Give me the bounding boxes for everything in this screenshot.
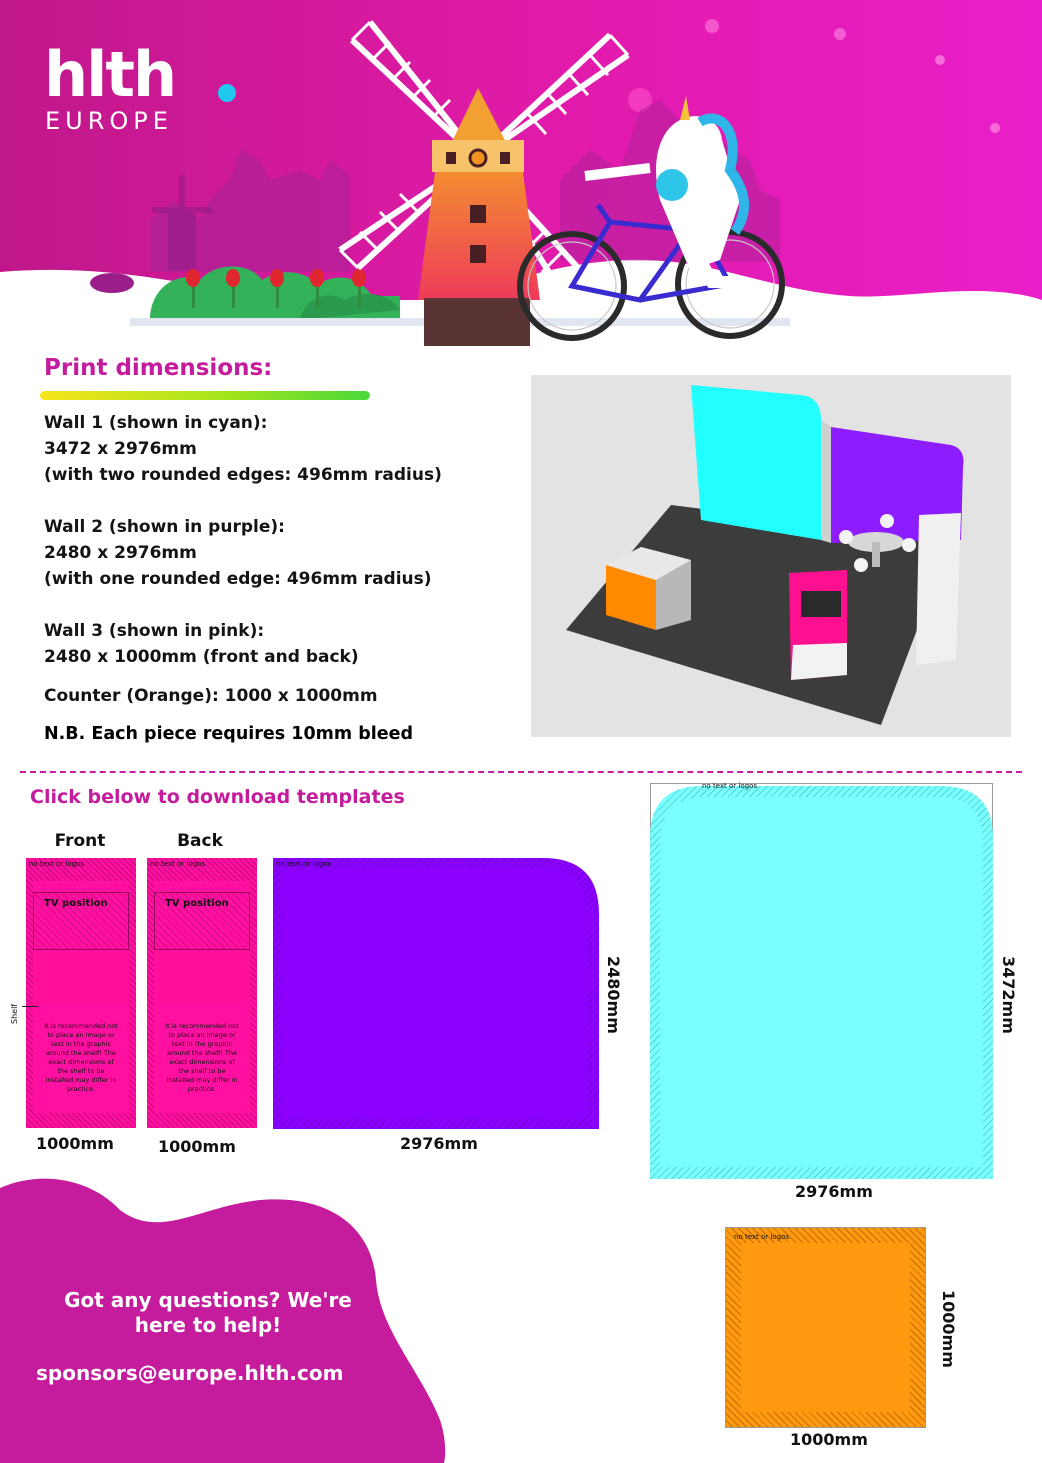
shelf-label: Shelf xyxy=(10,1003,19,1024)
shelf-note: It is recommended not to place an image or text in the graphic around the shelf! The exact dimensions of the shelf to be installed may differ in practice. xyxy=(165,1022,239,1093)
counter-orange-template[interactable] xyxy=(725,1227,926,1428)
footer-question: Got any questions? We're here to help! xyxy=(64,1288,352,1337)
contact-email-link[interactable]: sponsors@europe.hlth.com xyxy=(36,1361,344,1385)
shelf-arrow xyxy=(22,1006,38,1007)
wall3-front-template[interactable] xyxy=(26,858,136,1128)
section-divider xyxy=(20,771,1022,773)
no-text-label: no text or logos xyxy=(29,860,84,868)
no-text-label: no text or logos xyxy=(276,860,331,868)
print-dimensions-heading: Print dimensions: xyxy=(44,355,273,381)
mid-panel xyxy=(33,950,129,1005)
cyan-height-label: 3472mm xyxy=(999,956,1018,1034)
no-text-label: no text or logos xyxy=(702,782,757,790)
purple-height-label: 2480mm xyxy=(604,956,623,1034)
safe-area xyxy=(741,1243,910,1412)
tv-position-label: TV position xyxy=(44,898,108,909)
download-templates-link[interactable]: Click below to download templates xyxy=(30,786,405,808)
wall1-size: 3472 x 2976mm xyxy=(44,439,197,459)
wall2-purple-template[interactable] xyxy=(273,858,599,1129)
counter-size: Counter (Orange): 1000 x 1000mm xyxy=(44,686,378,706)
header-banner xyxy=(0,0,1042,352)
bleed-note: N.B. Each piece requires 10mm bleed xyxy=(44,724,413,744)
shelf-note: It is recommended not to place an image or text in the graphic around the shelf! The exact dimensions of the shelf to be installed may differ in practice. xyxy=(44,1022,118,1093)
wall2-size: 2480 x 2976mm xyxy=(44,543,197,563)
mid-panel xyxy=(154,950,250,1005)
orange-height-label: 1000mm xyxy=(939,1290,958,1368)
wall3-back-template[interactable] xyxy=(147,858,257,1128)
europe-logo-text: EUROPE xyxy=(45,107,173,135)
no-text-label: no text or logos xyxy=(734,1233,789,1241)
front-width-label: 1000mm xyxy=(36,1134,114,1153)
back-label: Back xyxy=(177,831,223,851)
front-label: Front xyxy=(54,831,106,851)
back-width-label: 1000mm xyxy=(158,1137,236,1156)
wall1-note: (with two rounded edges: 496mm radius) xyxy=(44,465,442,485)
cyan-width-label: 2976mm xyxy=(795,1182,873,1201)
wall3-size: 2480 x 1000mm (front and back) xyxy=(44,647,359,667)
heading-underline xyxy=(40,391,370,400)
wall2-title: Wall 2 (shown in purple): xyxy=(44,517,285,537)
hlth-logo-text: hlth xyxy=(44,38,176,111)
no-text-label: no text or logos xyxy=(150,860,205,868)
wall2-note: (with one rounded edge: 496mm radius) xyxy=(44,569,432,589)
wall1-cyan-template[interactable] xyxy=(650,783,993,1179)
booth-3d-render xyxy=(531,375,1011,737)
orange-width-label: 1000mm xyxy=(790,1430,868,1449)
wall1-title: Wall 1 (shown in cyan): xyxy=(44,413,268,433)
logo-dot xyxy=(218,84,236,102)
wall3-title: Wall 3 (shown in pink): xyxy=(44,621,265,641)
tv-position-label: TV position xyxy=(165,898,229,909)
purple-width-label: 2976mm xyxy=(400,1134,478,1153)
